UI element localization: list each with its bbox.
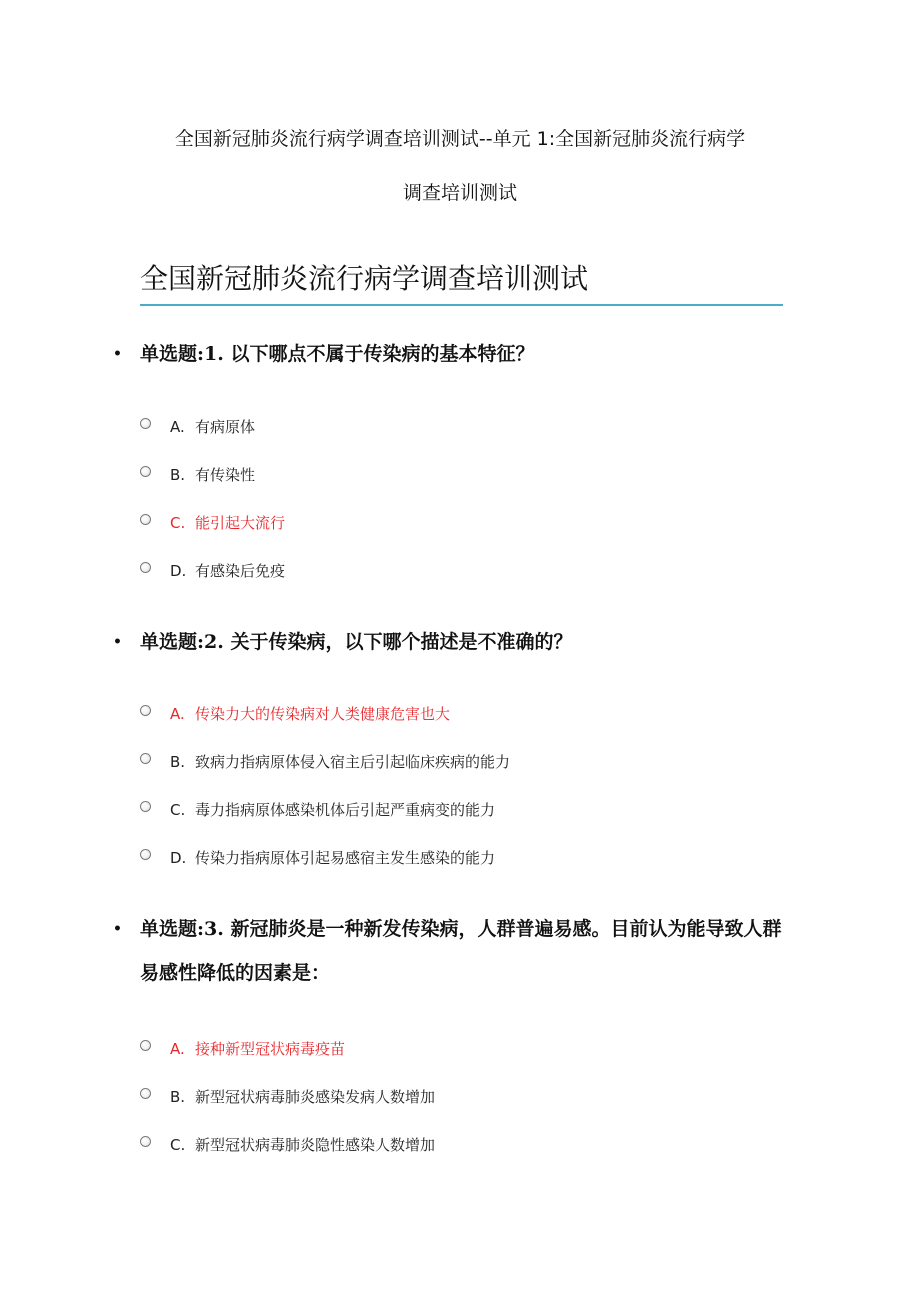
option-text: 新型冠状病毒肺炎感染发病人数增加 — [195, 1088, 436, 1106]
option-text: 接种新型冠状病毒疫苗 — [195, 1040, 346, 1058]
option-letter: A. — [170, 1040, 185, 1058]
option-text: 新型冠状病毒肺炎隐性感染人数增加 — [195, 1136, 436, 1154]
option-letter: D. — [170, 562, 187, 580]
option-letter: B. — [170, 1088, 186, 1106]
option-letter: A. — [170, 418, 185, 436]
bullet-icon: • — [113, 634, 122, 650]
question-text: 以下哪点不属于传染病的基本特征？ — [230, 343, 535, 365]
option-letter: C. — [170, 514, 186, 532]
radio-icon[interactable] — [140, 562, 151, 573]
radio-icon[interactable] — [140, 1040, 151, 1051]
header-line-1: 全国新冠肺炎流行病学调查培训测试--单元 1:全国新冠肺炎流行病学 — [174, 128, 746, 150]
header-line-2: 调查培训测试 — [402, 182, 517, 204]
option-text: 传染力指病原体引起易感宿主发生感染的能力 — [195, 849, 496, 867]
bullet-icon: • — [113, 921, 122, 937]
option-text: 致病力指病原体侵入宿主后引起临床疾病的能力 — [195, 753, 511, 771]
radio-icon[interactable] — [140, 849, 151, 860]
question-label: 单选题:2. — [140, 631, 224, 653]
option-text: 有传染性 — [195, 466, 256, 484]
question-text: 新冠肺炎是一种新发传染病，人群普遍易感。目前认为能导致人群易感性降低的因素是： — [140, 918, 782, 984]
radio-icon[interactable] — [140, 1088, 151, 1099]
question-2 — [113, 620, 790, 664]
section-title: 全国新冠肺炎流行病学调查培训测试 — [140, 254, 783, 306]
question-label: 单选题:1. — [140, 343, 224, 365]
question-1 — [113, 332, 790, 376]
option-text: 能引起大流行 — [195, 514, 286, 532]
option-text: 传染力大的传染病对人类健康危害也大 — [195, 705, 451, 723]
radio-icon[interactable] — [140, 514, 151, 525]
option-letter: D. — [170, 849, 187, 867]
document-header — [120, 112, 800, 220]
radio-icon[interactable] — [140, 418, 151, 429]
option-letter: C. — [170, 801, 186, 819]
option-letter: C. — [170, 1136, 186, 1154]
option-text: 毒力指病原体感染机体后引起严重病变的能力 — [195, 801, 496, 819]
question-label: 单选题:3. — [140, 918, 224, 940]
question-text: 关于传染病，以下哪个描述是不准确的？ — [230, 631, 573, 653]
radio-icon[interactable] — [140, 753, 151, 764]
option-letter: B. — [170, 466, 186, 484]
option-letter: A. — [170, 705, 185, 723]
question-3 — [113, 907, 790, 995]
option-text: 有感染后免疫 — [195, 562, 286, 580]
option-text: 有病原体 — [195, 418, 256, 436]
radio-icon[interactable] — [140, 801, 151, 812]
radio-icon[interactable] — [140, 705, 151, 716]
radio-icon[interactable] — [140, 466, 151, 477]
radio-icon[interactable] — [140, 1136, 151, 1147]
bullet-icon: • — [113, 346, 122, 362]
option-letter: B. — [170, 753, 186, 771]
